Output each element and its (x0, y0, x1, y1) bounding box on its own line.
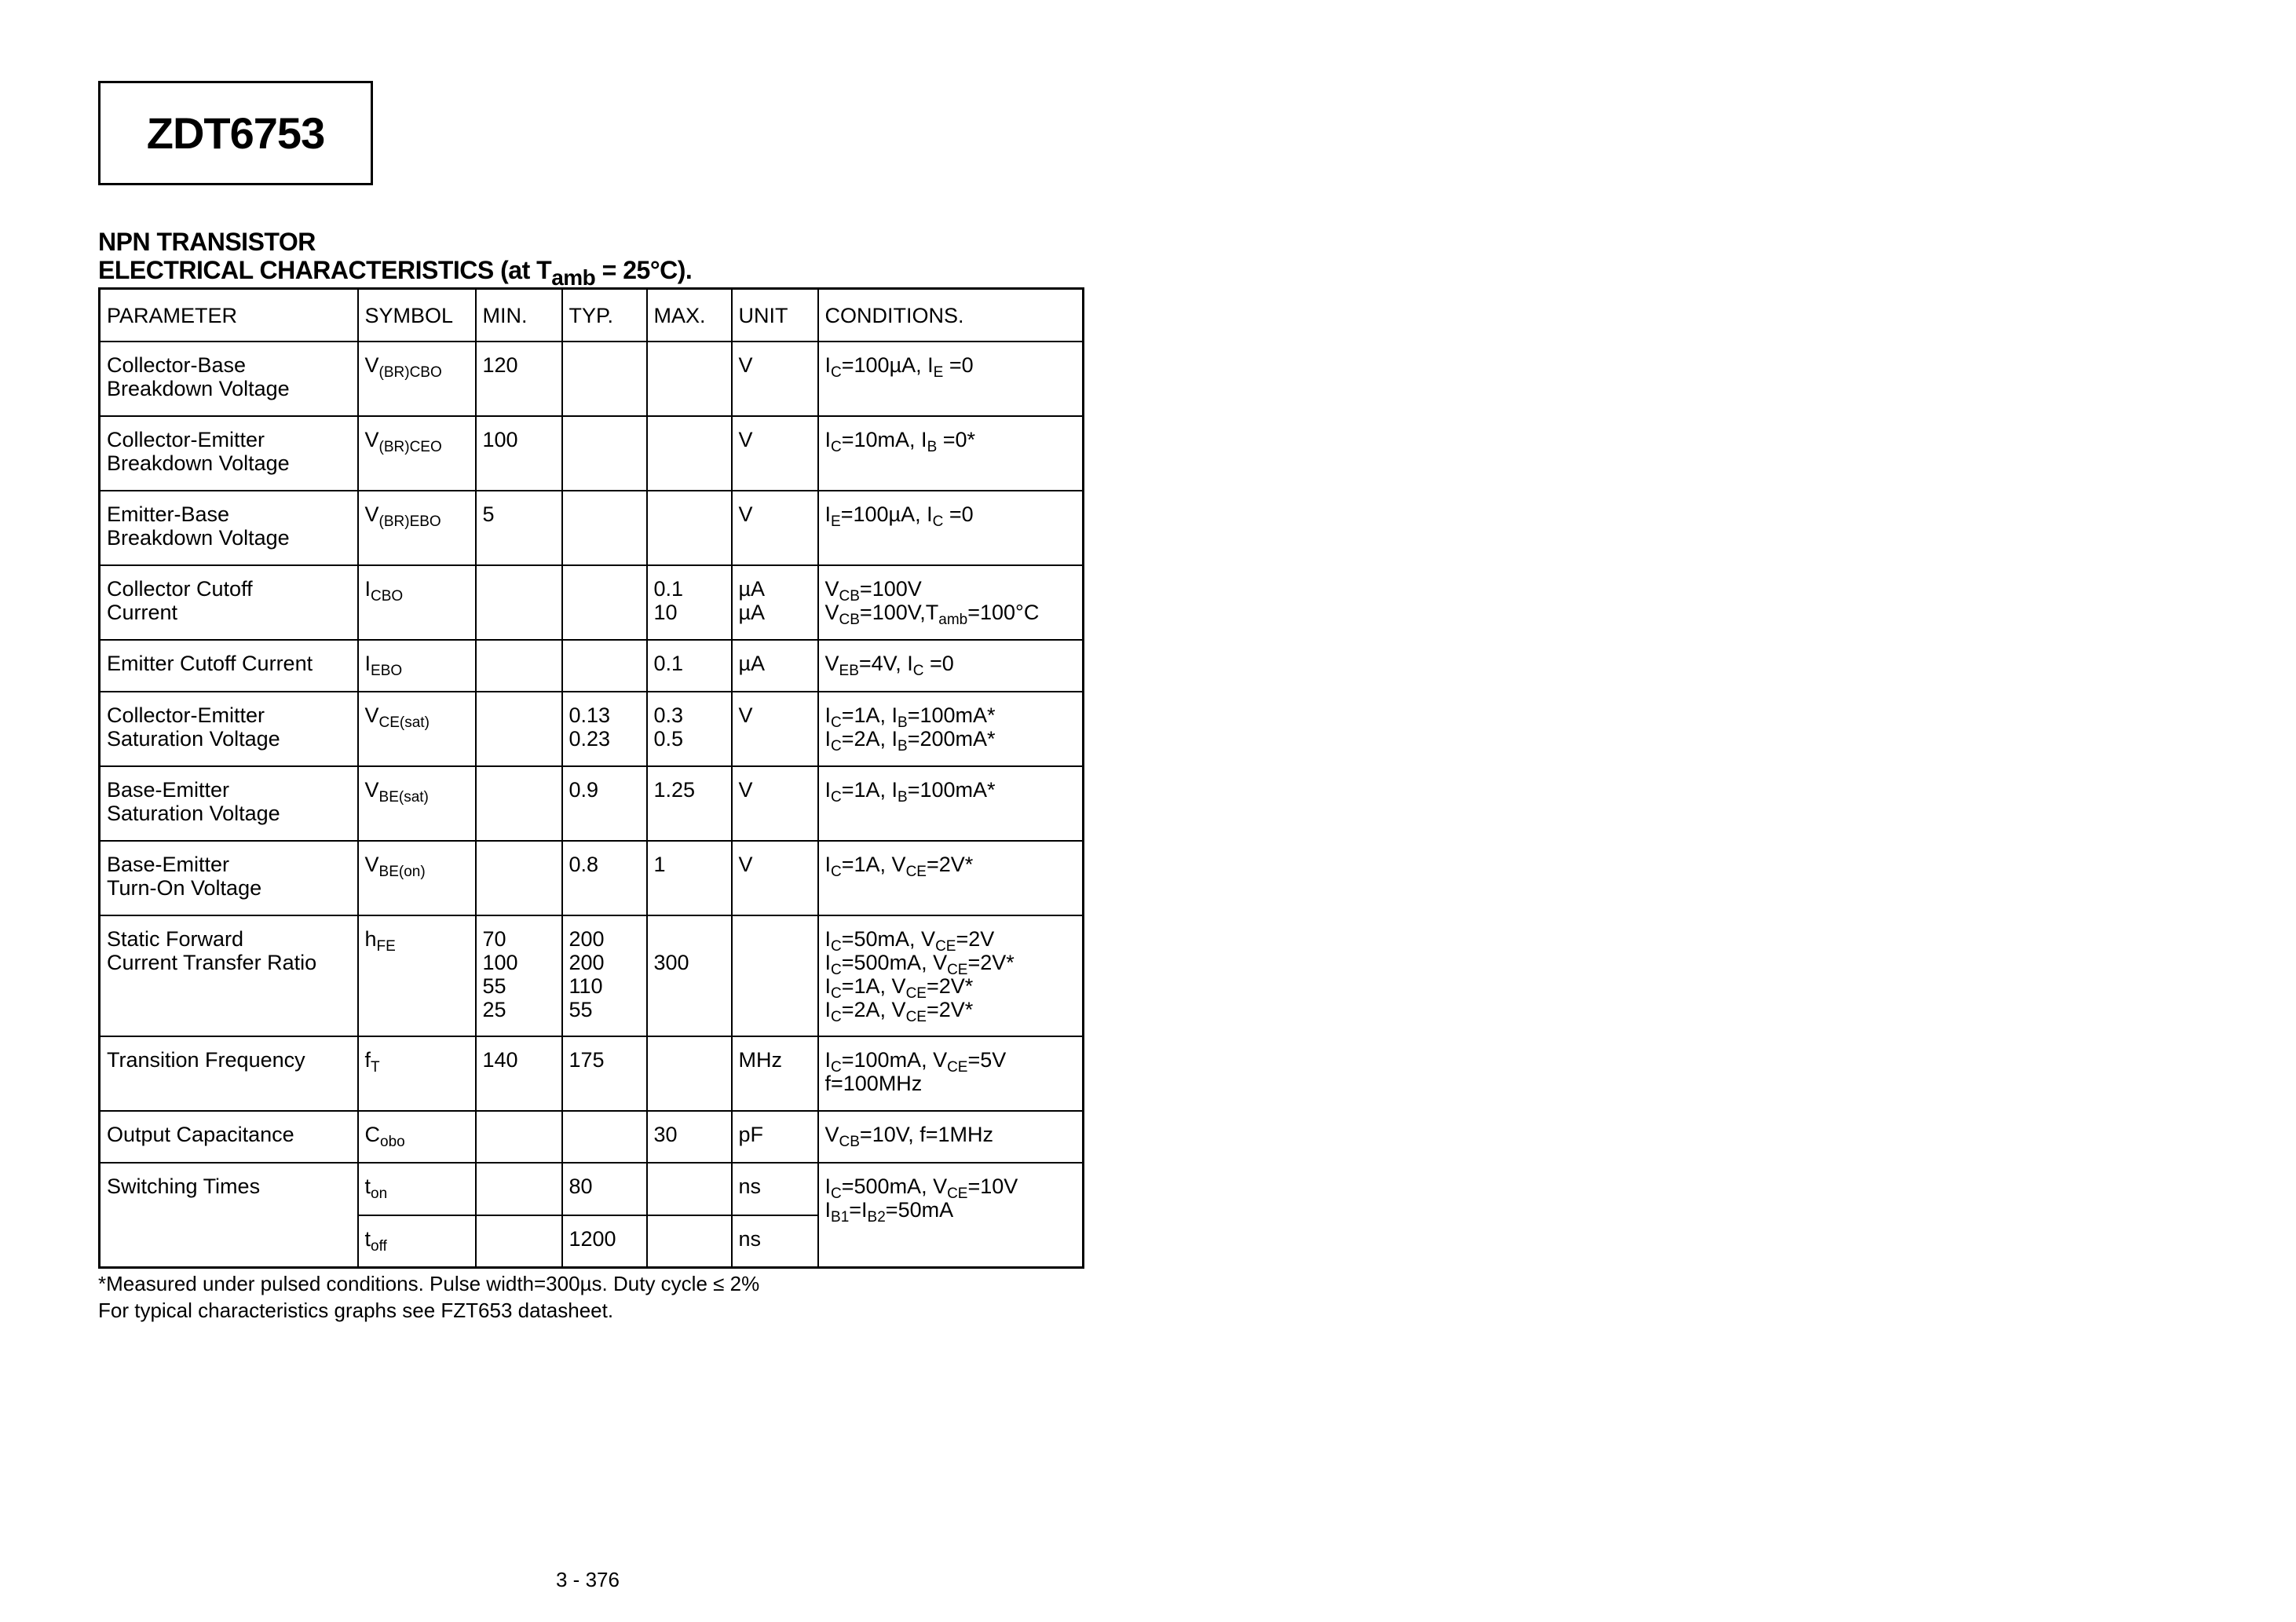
cell-line: Saturation Voltage (107, 801, 280, 825)
max-cell (647, 342, 732, 416)
cell-line: V (738, 502, 753, 526)
unit-cell (732, 1163, 818, 1215)
conditions-cell (818, 692, 1084, 766)
unit-cell (732, 1215, 818, 1268)
table-row (100, 565, 1084, 640)
cell-line: $I_C=10mA$, $I_B =0*$ (824, 427, 976, 455)
cell-line: Transition Frequency (107, 1047, 305, 1072)
typ-cell (562, 416, 647, 491)
cell-line: $I_C=2A$, $V_{CE}=2V*$ (824, 997, 974, 1025)
electrical-characteristics-table (98, 287, 1084, 1269)
min-cell (476, 491, 562, 565)
parameter-cell: Switching Times (100, 1163, 358, 1268)
cell-line: $I_C=50mA$, $V_{CE}=2V$ (824, 926, 995, 955)
cell-line: $V_{CB}=100V$ (824, 576, 922, 605)
cell-line: 30 (653, 1122, 678, 1146)
cell-line: µA (738, 600, 766, 624)
symbol-cell: $V_{CE(sat)}$ (358, 692, 476, 766)
max-cell (647, 1111, 732, 1163)
max-cell (647, 416, 732, 491)
symbol-cell: $V_{(BR)CEO}$ (358, 416, 476, 491)
symbol-cell: $C_{obo}$ (358, 1111, 476, 1163)
cell-line: pF (738, 1122, 764, 1146)
table-row (100, 841, 1084, 915)
parameter-cell (100, 1036, 358, 1111)
cell-line: Breakdown Voltage (107, 525, 290, 550)
cell-line: 0.1 (653, 576, 684, 601)
max-cell (647, 1163, 732, 1215)
unit-cell (732, 416, 818, 491)
conditions-cell (818, 342, 1084, 416)
symbol-cell: $V_{BE(on)}$ (358, 841, 476, 915)
cell-line: Emitter Cutoff Current (107, 651, 313, 675)
min-cell (476, 342, 562, 416)
symbol-cell: $V_{BE(sat)}$ (358, 766, 476, 841)
cell-line: Collector-Emitter (107, 427, 265, 451)
cell-line: 100 (482, 950, 518, 974)
unit-cell (732, 1036, 818, 1111)
cell-line: $I_C=2A$, $I_B=200mA*$ (824, 726, 996, 754)
max-cell (647, 640, 732, 692)
symbol-cell: $t_{on}$ (358, 1163, 476, 1215)
max-cell (647, 1036, 732, 1111)
conditions-cell (818, 416, 1084, 491)
cell-line: 0.5 (653, 726, 684, 751)
symbol-cell: $I_{CBO}$ (358, 565, 476, 640)
max-cell (647, 915, 732, 1036)
cell-line: 140 (482, 1047, 518, 1072)
symbol-cell: $h_{FE}$ (358, 915, 476, 1036)
col-typ-header: TYP. (562, 289, 647, 342)
cell-line: 300 (653, 950, 689, 974)
cell-line: Collector Cutoff (107, 576, 253, 601)
cell-line: 0.13 (569, 703, 611, 727)
unit-cell (732, 692, 818, 766)
section-heading (98, 228, 693, 290)
col-unit-header: UNIT (732, 289, 818, 342)
cell-line: $I_C=500mA$, $V_{CE}=2V*$ (824, 950, 1015, 978)
typ-cell (562, 1111, 647, 1163)
cell-line: 0.1 (653, 651, 684, 675)
cell-line: $I_{B1}=I_{B2}=50mA$ (824, 1197, 954, 1226)
unit-cell (732, 1111, 818, 1163)
col-symbol-header: SYMBOL (358, 289, 476, 342)
typ-cell (562, 766, 647, 841)
cell-line: Breakdown Voltage (107, 376, 290, 400)
cell-line (654, 927, 725, 951)
cell-line: $I_C=100mA$, $V_{CE}=5V$ (824, 1047, 1007, 1076)
cell-line: 110 (569, 974, 603, 998)
part-number: ZDT6753 (146, 108, 325, 158)
part-number-box (98, 81, 373, 185)
typ-cell (562, 491, 647, 565)
table-row (100, 1036, 1084, 1111)
cell-line: $V_{EB}=4V$, $I_C =0$ (824, 651, 954, 679)
conditions-cell (818, 565, 1084, 640)
cell-line: V (738, 703, 753, 727)
typ-cell (562, 841, 647, 915)
table-row (100, 416, 1084, 491)
cell-line: Base-Emitter (107, 852, 230, 876)
symbol-cell: $I_{EBO}$ (358, 640, 476, 692)
conditions-cell (818, 640, 1084, 692)
conditions-cell (818, 841, 1084, 915)
symbol-cell: $V_{(BR)EBO}$ (358, 491, 476, 565)
cell-line: 10 (653, 600, 678, 624)
cell-line: 70 (482, 926, 506, 951)
footnote-graphs: For typical characteristics graphs see FZT653 datasheet. (98, 1299, 614, 1322)
typ-cell (562, 1163, 647, 1215)
cell-line: µA (738, 576, 766, 601)
min-cell (476, 416, 562, 491)
cell-line: µA (738, 651, 766, 675)
cell-line: 0.8 (569, 852, 599, 876)
cell-line: $I_C=1A$, $V_{CE}=2V*$ (824, 852, 974, 880)
parameter-cell (100, 416, 358, 491)
parameter-cell (100, 1111, 358, 1163)
typ-cell (562, 640, 647, 692)
cell-line: 175 (569, 1047, 605, 1072)
cell-line: Saturation Voltage (107, 726, 280, 751)
min-cell (476, 915, 562, 1036)
cell-line: Emitter-Base (107, 502, 230, 526)
cell-line: ns (738, 1174, 762, 1198)
typ-cell (562, 915, 647, 1036)
cell-line: $V_{CB}=10V$, f=1MHz (824, 1122, 994, 1150)
unit-cell (732, 841, 818, 915)
conditions-cell (818, 1036, 1084, 1111)
cell-line: 200 (569, 950, 605, 974)
table-row (100, 1111, 1084, 1163)
min-cell (476, 1163, 562, 1215)
conditions-cell (818, 1163, 1084, 1268)
cell-line: 25 (482, 997, 506, 1021)
heading-line-1: NPN TRANSISTOR (98, 228, 316, 256)
table-row (100, 342, 1084, 416)
parameter-cell (100, 640, 358, 692)
heading-line-2: ELECTRICAL CHARACTERISTICS (at $T_{amb} = 25^\circ C$). (98, 256, 693, 290)
max-cell (647, 1215, 732, 1268)
parameter-cell (100, 766, 358, 841)
symbol-cell: $V_{(BR)CBO}$ (358, 342, 476, 416)
col-conditions-header: CONDITIONS. (818, 289, 1084, 342)
max-cell (647, 491, 732, 565)
table-row (100, 692, 1084, 766)
cell-line: V (738, 852, 753, 876)
unit-cell (732, 915, 818, 1036)
table-row (100, 915, 1084, 1036)
max-cell (647, 841, 732, 915)
unit-cell (732, 640, 818, 692)
min-cell (476, 640, 562, 692)
conditions-cell (818, 1111, 1084, 1163)
col-parameter-header: PARAMETER (100, 289, 358, 342)
footnote-pulsed: *Measured under pulsed conditions. Pulse width=300µs. Duty cycle ≤ 2% (98, 1272, 760, 1295)
unit-cell (732, 491, 818, 565)
col-max-header: MAX. (647, 289, 732, 342)
cell-line: Static Forward (107, 926, 244, 951)
cell-line: 1 (653, 852, 666, 876)
unit-cell (732, 342, 818, 416)
typ-cell (562, 692, 647, 766)
cell-line: V (738, 427, 753, 451)
symbol-cell: $t_{off}$ (358, 1215, 476, 1268)
cell-line: 1200 (569, 1226, 616, 1251)
cell-line: Output Capacitance (107, 1122, 294, 1146)
table-row (100, 766, 1084, 841)
cell-line: $V_{CB}=100V,T_{amb}=100^\circ C$ (824, 600, 1040, 628)
cell-line: V (738, 353, 753, 377)
parameter-cell (100, 491, 358, 565)
cell-line: 0.23 (569, 726, 611, 751)
min-cell (476, 1215, 562, 1268)
table-row (100, 1163, 1084, 1215)
min-cell (476, 766, 562, 841)
cell-line: $I_C=1A$, $I_B=100mA*$ (824, 777, 996, 806)
cell-line: $I_C=100\mu A$, $I_E =0$ (824, 353, 974, 381)
cell-line: $I_C=1A$, $I_B=100mA*$ (824, 703, 996, 731)
cell-line: Current (107, 600, 178, 624)
cell-line: 100 (482, 427, 518, 451)
parameter-cell (100, 565, 358, 640)
cell-line: Collector-Base (107, 353, 247, 377)
min-cell (476, 1111, 562, 1163)
max-cell (647, 766, 732, 841)
cell-line: Turn-On Voltage (107, 875, 262, 900)
cell-line: 200 (569, 926, 605, 951)
cell-line: 1.25 (653, 777, 696, 802)
cell-line: MHz (738, 1047, 782, 1072)
cell-line: ns (738, 1226, 762, 1251)
cell-line: $I_C=1A$, $V_{CE}=2V*$ (824, 974, 974, 1002)
min-cell (476, 565, 562, 640)
cell-line: 55 (569, 997, 593, 1021)
typ-cell (562, 1215, 647, 1268)
parameter-cell (100, 692, 358, 766)
page-number: 3 - 376 (556, 1568, 620, 1591)
min-cell (476, 1036, 562, 1111)
cell-line: Current Transfer Ratio (107, 950, 317, 974)
footnotes (98, 1270, 759, 1324)
conditions-cell (818, 491, 1084, 565)
cell-line: $I_E=100\mu A$, $I_C =0$ (824, 502, 974, 530)
cell-line: V (738, 777, 753, 802)
cell-line: 80 (569, 1174, 593, 1198)
cell-line: 0.9 (569, 777, 599, 802)
typ-cell (562, 565, 647, 640)
min-cell (476, 841, 562, 915)
cell-line: Collector-Emitter (107, 703, 265, 727)
cell-line: 120 (482, 353, 518, 377)
parameter-cell (100, 342, 358, 416)
unit-cell (732, 565, 818, 640)
typ-cell (562, 1036, 647, 1111)
parameter-cell (100, 915, 358, 1036)
cell-line: 0.3 (653, 703, 684, 727)
cell-line: $I_C=500mA$, $V_{CE}=10V$ (824, 1174, 1018, 1202)
cell-line: f=100MHz (824, 1071, 923, 1095)
parameter-cell (100, 841, 358, 915)
table-row (100, 491, 1084, 565)
min-cell (476, 692, 562, 766)
conditions-cell (818, 915, 1084, 1036)
header-row (100, 289, 1084, 342)
col-min-header: MIN. (476, 289, 562, 342)
cell-line: Base-Emitter (107, 777, 230, 802)
symbol-cell: $f_T$ (358, 1036, 476, 1111)
table-row (100, 640, 1084, 692)
cell-line: 5 (482, 502, 495, 526)
max-cell (647, 692, 732, 766)
unit-cell (732, 766, 818, 841)
typ-cell (562, 342, 647, 416)
max-cell (647, 565, 732, 640)
cell-line: 55 (482, 974, 506, 998)
cell-line: Breakdown Voltage (107, 451, 290, 475)
conditions-cell (818, 766, 1084, 841)
